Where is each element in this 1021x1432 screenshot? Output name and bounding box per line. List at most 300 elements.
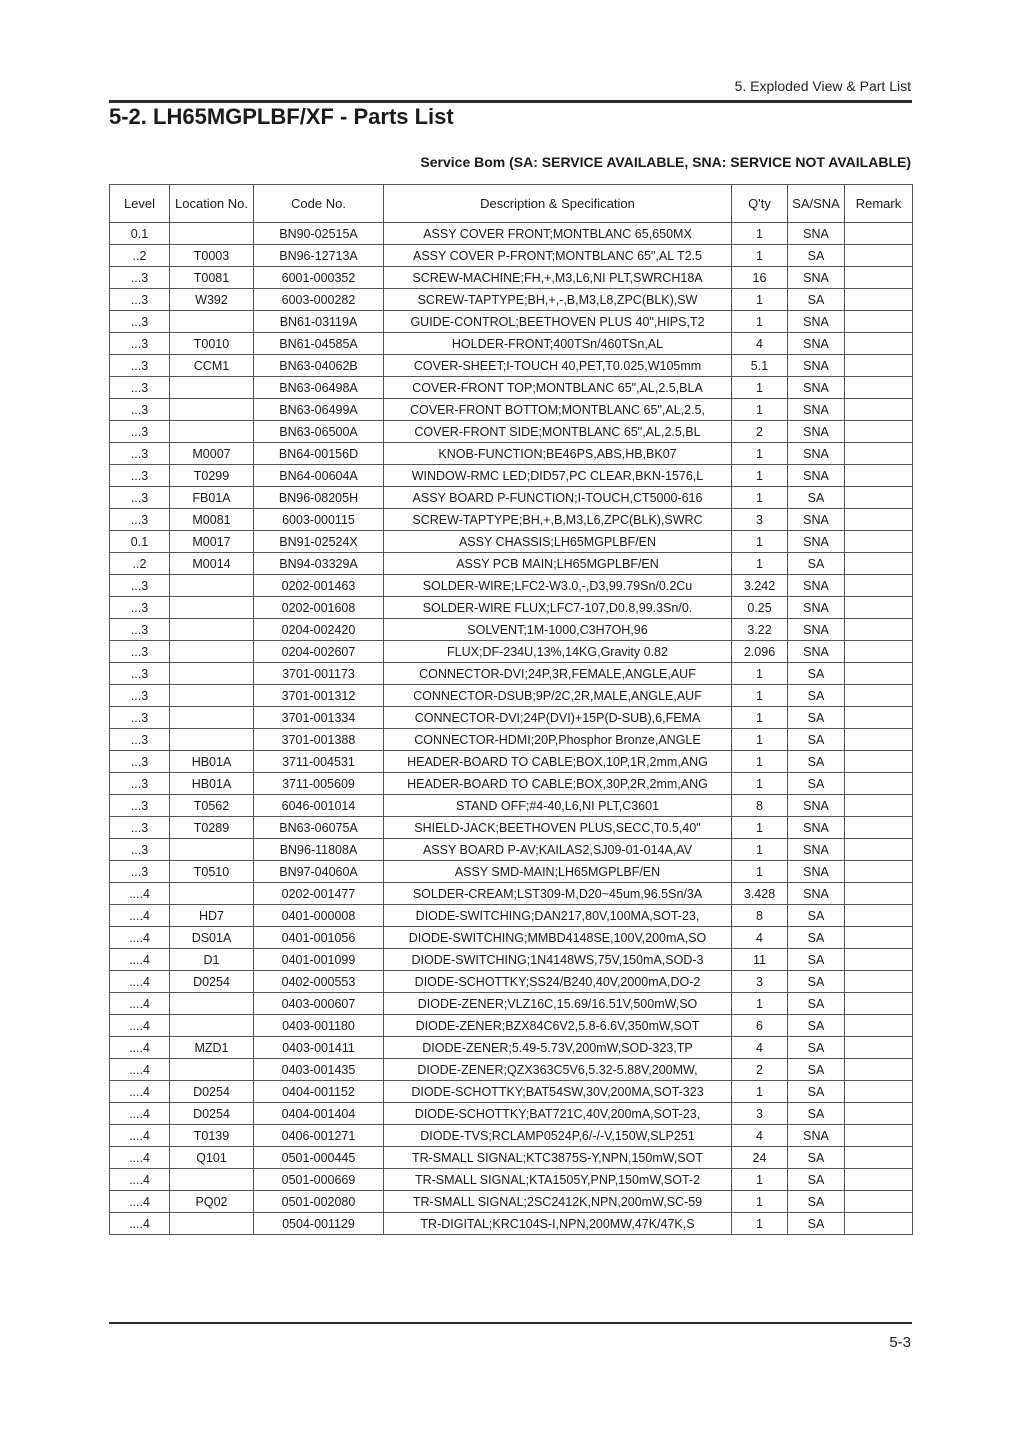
cell-location: T0081 bbox=[170, 267, 254, 289]
cell-code: 0402-000553 bbox=[254, 971, 384, 993]
cell-sa-sna: SNA bbox=[788, 839, 845, 861]
cell-remark bbox=[845, 377, 913, 399]
cell-sa-sna: SA bbox=[788, 1213, 845, 1235]
cell-level: ...3 bbox=[110, 355, 170, 377]
cell-sa-sna: SNA bbox=[788, 465, 845, 487]
cell-location: HD7 bbox=[170, 905, 254, 927]
cell-code: BN97-04060A bbox=[254, 861, 384, 883]
cell-level: ....4 bbox=[110, 1059, 170, 1081]
cell-sa-sna: SNA bbox=[788, 619, 845, 641]
footer-rule bbox=[109, 1322, 912, 1324]
cell-sa-sna: SNA bbox=[788, 267, 845, 289]
cell-remark bbox=[845, 245, 913, 267]
cell-remark bbox=[845, 509, 913, 531]
table-row bbox=[110, 377, 913, 399]
cell-description: DIODE-ZENER;VLZ16C,15.69/16.51V,500mW,SO bbox=[384, 993, 732, 1015]
cell-sa-sna: SNA bbox=[788, 817, 845, 839]
cell-location bbox=[170, 311, 254, 333]
cell-qty: 3.242 bbox=[732, 575, 788, 597]
cell-level: ....4 bbox=[110, 1191, 170, 1213]
table-row bbox=[110, 993, 913, 1015]
cell-level: ....4 bbox=[110, 1213, 170, 1235]
cell-remark bbox=[845, 663, 913, 685]
cell-description: COVER-FRONT BOTTOM;MONTBLANC 65",AL,2.5, bbox=[384, 399, 732, 421]
cell-description: HOLDER-FRONT;400TSn/460TSn,AL bbox=[384, 333, 732, 355]
cell-code: 0406-001271 bbox=[254, 1125, 384, 1147]
cell-description: TR-SMALL SIGNAL;KTA1505Y,PNP,150mW,SOT-2 bbox=[384, 1169, 732, 1191]
cell-description: DIODE-SWITCHING;MMBD4148SE,100V,200mA,SO bbox=[384, 927, 732, 949]
cell-level: ...3 bbox=[110, 421, 170, 443]
table-row bbox=[110, 1103, 913, 1125]
cell-code: 0204-002607 bbox=[254, 641, 384, 663]
cell-remark bbox=[845, 443, 913, 465]
cell-location: HB01A bbox=[170, 751, 254, 773]
cell-location: M0014 bbox=[170, 553, 254, 575]
cell-qty: 1 bbox=[732, 707, 788, 729]
cell-level: ...3 bbox=[110, 839, 170, 861]
col-header-code: Code No. bbox=[254, 185, 384, 223]
cell-sa-sna: SA bbox=[788, 289, 845, 311]
cell-qty: 24 bbox=[732, 1147, 788, 1169]
cell-level: ..2 bbox=[110, 553, 170, 575]
cell-remark bbox=[845, 421, 913, 443]
cell-location: T0299 bbox=[170, 465, 254, 487]
cell-qty: 1 bbox=[732, 751, 788, 773]
cell-remark bbox=[845, 905, 913, 927]
cell-code: BN63-06075A bbox=[254, 817, 384, 839]
cell-remark bbox=[845, 311, 913, 333]
cell-remark bbox=[845, 289, 913, 311]
cell-description: TR-SMALL SIGNAL;2SC2412K,NPN,200mW,SC-59 bbox=[384, 1191, 732, 1213]
cell-level: ....4 bbox=[110, 927, 170, 949]
cell-description: DIODE-TVS;RCLAMP0524P,6/-/-V,150W,SLP251 bbox=[384, 1125, 732, 1147]
cell-qty: 1 bbox=[732, 1169, 788, 1191]
cell-sa-sna: SNA bbox=[788, 597, 845, 619]
cell-qty: 2 bbox=[732, 421, 788, 443]
cell-code: 6046-001014 bbox=[254, 795, 384, 817]
cell-code: BN64-00156D bbox=[254, 443, 384, 465]
cell-sa-sna: SNA bbox=[788, 1125, 845, 1147]
cell-description: SOLDER-WIRE;LFC2-W3.0,-,D3,99.79Sn/0.2Cu bbox=[384, 575, 732, 597]
cell-qty: 1 bbox=[732, 861, 788, 883]
cell-sa-sna: SA bbox=[788, 1147, 845, 1169]
cell-qty: 1 bbox=[732, 839, 788, 861]
cell-qty: 1 bbox=[732, 553, 788, 575]
col-header-qty: Q'ty bbox=[732, 185, 788, 223]
cell-level: ....4 bbox=[110, 905, 170, 927]
cell-qty: 3 bbox=[732, 509, 788, 531]
table-row bbox=[110, 333, 913, 355]
cell-qty: 16 bbox=[732, 267, 788, 289]
cell-qty: 1 bbox=[732, 443, 788, 465]
cell-code: 0202-001463 bbox=[254, 575, 384, 597]
cell-level: ...3 bbox=[110, 399, 170, 421]
cell-code: 0202-001477 bbox=[254, 883, 384, 905]
cell-description: COVER-FRONT SIDE;MONTBLANC 65",AL,2.5,BL bbox=[384, 421, 732, 443]
cell-remark bbox=[845, 861, 913, 883]
cell-qty: 8 bbox=[732, 905, 788, 927]
cell-sa-sna: SA bbox=[788, 245, 845, 267]
table-row bbox=[110, 1213, 913, 1235]
table-row bbox=[110, 1125, 913, 1147]
cell-description: STAND OFF;#4-40,L6,NI PLT,C3601 bbox=[384, 795, 732, 817]
cell-level: ....4 bbox=[110, 1147, 170, 1169]
cell-remark bbox=[845, 355, 913, 377]
cell-level: ...3 bbox=[110, 773, 170, 795]
table-row bbox=[110, 839, 913, 861]
table-row bbox=[110, 487, 913, 509]
cell-sa-sna: SNA bbox=[788, 443, 845, 465]
cell-qty: 1 bbox=[732, 1213, 788, 1235]
cell-description: FLUX;DF-234U,13%,14KG,Gravity 0.82 bbox=[384, 641, 732, 663]
table-row bbox=[110, 1169, 913, 1191]
table-row bbox=[110, 289, 913, 311]
cell-qty: 4 bbox=[732, 333, 788, 355]
table-row bbox=[110, 1059, 913, 1081]
cell-sa-sna: SA bbox=[788, 729, 845, 751]
cell-level: ...3 bbox=[110, 707, 170, 729]
cell-level: ...3 bbox=[110, 575, 170, 597]
title-rule bbox=[109, 100, 912, 103]
cell-description: DIODE-ZENER;BZX84C6V2,5.8-6.6V,350mW,SOT bbox=[384, 1015, 732, 1037]
cell-description: DIODE-SCHOTTKY;BAT721C,40V,200mA,SOT-23, bbox=[384, 1103, 732, 1125]
cell-remark bbox=[845, 1037, 913, 1059]
cell-description: DIODE-ZENER;QZX363C5V6,5.32-5.88V,200MW, bbox=[384, 1059, 732, 1081]
cell-sa-sna: SA bbox=[788, 927, 845, 949]
cell-code: BN61-03119A bbox=[254, 311, 384, 333]
cell-location bbox=[170, 597, 254, 619]
cell-qty: 6 bbox=[732, 1015, 788, 1037]
cell-qty: 1 bbox=[732, 993, 788, 1015]
cell-location: T0003 bbox=[170, 245, 254, 267]
table-row bbox=[110, 399, 913, 421]
cell-sa-sna: SA bbox=[788, 1103, 845, 1125]
cell-remark bbox=[845, 575, 913, 597]
cell-remark bbox=[845, 1081, 913, 1103]
table-row bbox=[110, 1081, 913, 1103]
cell-description: DIODE-ZENER;5.49-5.73V,200mW,SOD-323,TP bbox=[384, 1037, 732, 1059]
cell-code: 0204-002420 bbox=[254, 619, 384, 641]
cell-location bbox=[170, 223, 254, 245]
cell-sa-sna: SA bbox=[788, 993, 845, 1015]
cell-code: 0403-001180 bbox=[254, 1015, 384, 1037]
table-row bbox=[110, 773, 913, 795]
table-row bbox=[110, 1015, 913, 1037]
cell-location: M0017 bbox=[170, 531, 254, 553]
cell-description: ASSY CHASSIS;LH65MGPLBF/EN bbox=[384, 531, 732, 553]
cell-sa-sna: SA bbox=[788, 949, 845, 971]
cell-description: TR-DIGITAL;KRC104S-I,NPN,200MW,47K/47K,S bbox=[384, 1213, 732, 1235]
cell-remark bbox=[845, 597, 913, 619]
cell-sa-sna: SNA bbox=[788, 575, 845, 597]
cell-description: TR-SMALL SIGNAL;KTC3875S-Y,NPN,150mW,SOT bbox=[384, 1147, 732, 1169]
cell-qty: 1 bbox=[732, 773, 788, 795]
cell-code: BN91-02524X bbox=[254, 531, 384, 553]
cell-level: ....4 bbox=[110, 883, 170, 905]
cell-level: ..2 bbox=[110, 245, 170, 267]
cell-location: W392 bbox=[170, 289, 254, 311]
cell-remark bbox=[845, 1059, 913, 1081]
cell-code: 0401-001099 bbox=[254, 949, 384, 971]
cell-code: 0403-001411 bbox=[254, 1037, 384, 1059]
cell-location: T0139 bbox=[170, 1125, 254, 1147]
cell-remark bbox=[845, 707, 913, 729]
cell-remark bbox=[845, 1147, 913, 1169]
cell-description: DIODE-SCHOTTKY;BAT54SW,30V,200MA,SOT-323 bbox=[384, 1081, 732, 1103]
cell-sa-sna: SNA bbox=[788, 861, 845, 883]
cell-qty: 4 bbox=[732, 1125, 788, 1147]
cell-description: DIODE-SCHOTTKY;SS24/B240,40V,2000mA,DO-2 bbox=[384, 971, 732, 993]
cell-sa-sna: SNA bbox=[788, 355, 845, 377]
cell-remark bbox=[845, 1169, 913, 1191]
bom-caption: Service Bom (SA: SERVICE AVAILABLE, SNA: SERVICE NOT AVAILABLE) bbox=[420, 154, 911, 170]
cell-remark bbox=[845, 465, 913, 487]
cell-level: ...3 bbox=[110, 311, 170, 333]
cell-qty: 0.25 bbox=[732, 597, 788, 619]
table-row bbox=[110, 223, 913, 245]
cell-sa-sna: SA bbox=[788, 707, 845, 729]
cell-qty: 8 bbox=[732, 795, 788, 817]
cell-description: DIODE-SWITCHING;DAN217,80V,100MA,SOT-23, bbox=[384, 905, 732, 927]
cell-qty: 3.428 bbox=[732, 883, 788, 905]
table-row bbox=[110, 927, 913, 949]
cell-description: DIODE-SWITCHING;1N4148WS,75V,150mA,SOD-3 bbox=[384, 949, 732, 971]
cell-qty: 1 bbox=[732, 311, 788, 333]
cell-location: T0510 bbox=[170, 861, 254, 883]
cell-level: ...3 bbox=[110, 795, 170, 817]
cell-level: ....4 bbox=[110, 971, 170, 993]
cell-location: D0254 bbox=[170, 1103, 254, 1125]
cell-level: ...3 bbox=[110, 377, 170, 399]
cell-level: ...3 bbox=[110, 861, 170, 883]
cell-level: ...3 bbox=[110, 509, 170, 531]
cell-qty: 1 bbox=[732, 289, 788, 311]
cell-remark bbox=[845, 1103, 913, 1125]
table-row bbox=[110, 509, 913, 531]
table-row bbox=[110, 421, 913, 443]
cell-qty: 11 bbox=[732, 949, 788, 971]
cell-sa-sna: SNA bbox=[788, 399, 845, 421]
cell-remark bbox=[845, 949, 913, 971]
cell-location bbox=[170, 1015, 254, 1037]
cell-location: CCM1 bbox=[170, 355, 254, 377]
table-row bbox=[110, 795, 913, 817]
cell-location bbox=[170, 619, 254, 641]
cell-location bbox=[170, 1213, 254, 1235]
cell-qty: 1 bbox=[732, 1191, 788, 1213]
table-row bbox=[110, 817, 913, 839]
cell-qty: 4 bbox=[732, 1037, 788, 1059]
cell-code: BN63-06498A bbox=[254, 377, 384, 399]
table-row bbox=[110, 883, 913, 905]
cell-location bbox=[170, 993, 254, 1015]
cell-code: 0401-001056 bbox=[254, 927, 384, 949]
cell-remark bbox=[845, 685, 913, 707]
cell-location: D1 bbox=[170, 949, 254, 971]
cell-remark bbox=[845, 817, 913, 839]
cell-level: ....4 bbox=[110, 1125, 170, 1147]
cell-code: 0401-000008 bbox=[254, 905, 384, 927]
cell-location bbox=[170, 399, 254, 421]
cell-level: ...3 bbox=[110, 619, 170, 641]
cell-level: ...3 bbox=[110, 641, 170, 663]
cell-location: MZD1 bbox=[170, 1037, 254, 1059]
cell-level: 0.1 bbox=[110, 531, 170, 553]
cell-location: FB01A bbox=[170, 487, 254, 509]
cell-location: T0010 bbox=[170, 333, 254, 355]
chapter-header: 5. Exploded View & Part List bbox=[734, 78, 911, 94]
table-row bbox=[110, 267, 913, 289]
cell-description: SCREW-MACHINE;FH,+,M3,L6,NI PLT,SWRCH18A bbox=[384, 267, 732, 289]
cell-sa-sna: SA bbox=[788, 1015, 845, 1037]
cell-remark bbox=[845, 641, 913, 663]
cell-description: COVER-FRONT TOP;MONTBLANC 65",AL,2.5,BLA bbox=[384, 377, 732, 399]
page-number: 5-3 bbox=[889, 1334, 911, 1351]
cell-code: BN63-06500A bbox=[254, 421, 384, 443]
cell-code: 0403-001435 bbox=[254, 1059, 384, 1081]
cell-sa-sna: SNA bbox=[788, 421, 845, 443]
cell-sa-sna: SA bbox=[788, 1059, 845, 1081]
table-row bbox=[110, 553, 913, 575]
cell-location: D0254 bbox=[170, 1081, 254, 1103]
table-row bbox=[110, 311, 913, 333]
cell-sa-sna: SA bbox=[788, 685, 845, 707]
cell-code: 0501-000445 bbox=[254, 1147, 384, 1169]
cell-remark bbox=[845, 619, 913, 641]
cell-location bbox=[170, 575, 254, 597]
cell-code: 6003-000282 bbox=[254, 289, 384, 311]
cell-description: KNOB-FUNCTION;BE46PS,ABS,HB,BK07 bbox=[384, 443, 732, 465]
cell-code: 3711-005609 bbox=[254, 773, 384, 795]
cell-sa-sna: SA bbox=[788, 971, 845, 993]
cell-remark bbox=[845, 927, 913, 949]
cell-sa-sna: SA bbox=[788, 663, 845, 685]
cell-location bbox=[170, 707, 254, 729]
cell-code: BN90-02515A bbox=[254, 223, 384, 245]
cell-description: ASSY SMD-MAIN;LH65MGPLBF/EN bbox=[384, 861, 732, 883]
cell-qty: 3.22 bbox=[732, 619, 788, 641]
cell-sa-sna: SNA bbox=[788, 883, 845, 905]
cell-description: WINDOW-RMC LED;DID57,PC CLEAR,BKN-1576,L bbox=[384, 465, 732, 487]
cell-location bbox=[170, 663, 254, 685]
cell-qty: 1 bbox=[732, 531, 788, 553]
cell-qty: 1 bbox=[732, 465, 788, 487]
table-row bbox=[110, 707, 913, 729]
table-row bbox=[110, 751, 913, 773]
cell-qty: 5.1 bbox=[732, 355, 788, 377]
cell-level: ...3 bbox=[110, 289, 170, 311]
cell-level: ...3 bbox=[110, 751, 170, 773]
cell-location bbox=[170, 685, 254, 707]
cell-sa-sna: SNA bbox=[788, 223, 845, 245]
cell-sa-sna: SA bbox=[788, 1037, 845, 1059]
cell-description: ASSY BOARD P-AV;KAILAS2,SJ09-01-014A,AV bbox=[384, 839, 732, 861]
cell-code: 0501-002080 bbox=[254, 1191, 384, 1213]
cell-location bbox=[170, 377, 254, 399]
cell-description: SCREW-TAPTYPE;BH,+,B,M3,L6,ZPC(BLK),SWRC bbox=[384, 509, 732, 531]
parts-table-body bbox=[110, 223, 913, 1235]
cell-level: ....4 bbox=[110, 1037, 170, 1059]
table-row bbox=[110, 597, 913, 619]
cell-remark bbox=[845, 729, 913, 751]
cell-description: SCREW-TAPTYPE;BH,+,-,B,M3,L8,ZPC(BLK),SW bbox=[384, 289, 732, 311]
cell-level: ...3 bbox=[110, 267, 170, 289]
table-row bbox=[110, 575, 913, 597]
cell-code: 3701-001312 bbox=[254, 685, 384, 707]
cell-location: T0562 bbox=[170, 795, 254, 817]
cell-code: BN96-12713A bbox=[254, 245, 384, 267]
cell-description: SOLDER-CREAM;LST309-M,D20~45um,96.5Sn/3A bbox=[384, 883, 732, 905]
cell-sa-sna: SNA bbox=[788, 377, 845, 399]
cell-location bbox=[170, 421, 254, 443]
cell-qty: 1 bbox=[732, 399, 788, 421]
cell-remark bbox=[845, 333, 913, 355]
cell-code: 0202-001608 bbox=[254, 597, 384, 619]
cell-qty: 1 bbox=[732, 817, 788, 839]
table-row bbox=[110, 949, 913, 971]
col-header-remark: Remark bbox=[845, 185, 913, 223]
cell-remark bbox=[845, 267, 913, 289]
table-row bbox=[110, 1037, 913, 1059]
cell-location: DS01A bbox=[170, 927, 254, 949]
table-row bbox=[110, 245, 913, 267]
cell-location: Q101 bbox=[170, 1147, 254, 1169]
col-header-level: Level bbox=[110, 185, 170, 223]
cell-sa-sna: SA bbox=[788, 553, 845, 575]
cell-code: 0403-000607 bbox=[254, 993, 384, 1015]
cell-code: 3701-001334 bbox=[254, 707, 384, 729]
cell-location: T0289 bbox=[170, 817, 254, 839]
cell-remark bbox=[845, 773, 913, 795]
cell-location bbox=[170, 1169, 254, 1191]
cell-level: ...3 bbox=[110, 729, 170, 751]
cell-sa-sna: SA bbox=[788, 773, 845, 795]
cell-sa-sna: SA bbox=[788, 1081, 845, 1103]
cell-location: D0254 bbox=[170, 971, 254, 993]
cell-description: HEADER-BOARD TO CABLE;BOX,10P,1R,2mm,ANG bbox=[384, 751, 732, 773]
cell-sa-sna: SNA bbox=[788, 333, 845, 355]
cell-code: 3701-001173 bbox=[254, 663, 384, 685]
parts-table bbox=[109, 184, 913, 1235]
cell-qty: 1 bbox=[732, 487, 788, 509]
cell-level: ...3 bbox=[110, 333, 170, 355]
cell-level: ....4 bbox=[110, 949, 170, 971]
cell-location bbox=[170, 839, 254, 861]
cell-code: 0404-001404 bbox=[254, 1103, 384, 1125]
cell-qty: 4 bbox=[732, 927, 788, 949]
cell-remark bbox=[845, 839, 913, 861]
table-row bbox=[110, 355, 913, 377]
cell-code: BN96-08205H bbox=[254, 487, 384, 509]
cell-level: ...3 bbox=[110, 597, 170, 619]
cell-description: CONNECTOR-DVI;24P(DVI)+15P(D-SUB),6,FEMA bbox=[384, 707, 732, 729]
cell-code: 0404-001152 bbox=[254, 1081, 384, 1103]
cell-remark bbox=[845, 1015, 913, 1037]
cell-qty: 2 bbox=[732, 1059, 788, 1081]
cell-qty: 1 bbox=[732, 1081, 788, 1103]
table-row bbox=[110, 729, 913, 751]
cell-description: ASSY BOARD P-FUNCTION;I-TOUCH,CT5000-616 bbox=[384, 487, 732, 509]
cell-sa-sna: SA bbox=[788, 1191, 845, 1213]
cell-location bbox=[170, 883, 254, 905]
cell-code: BN94-03329A bbox=[254, 553, 384, 575]
table-row bbox=[110, 1147, 913, 1169]
cell-remark bbox=[845, 223, 913, 245]
cell-code: BN61-04585A bbox=[254, 333, 384, 355]
table-row bbox=[110, 663, 913, 685]
cell-remark bbox=[845, 993, 913, 1015]
cell-location bbox=[170, 1059, 254, 1081]
